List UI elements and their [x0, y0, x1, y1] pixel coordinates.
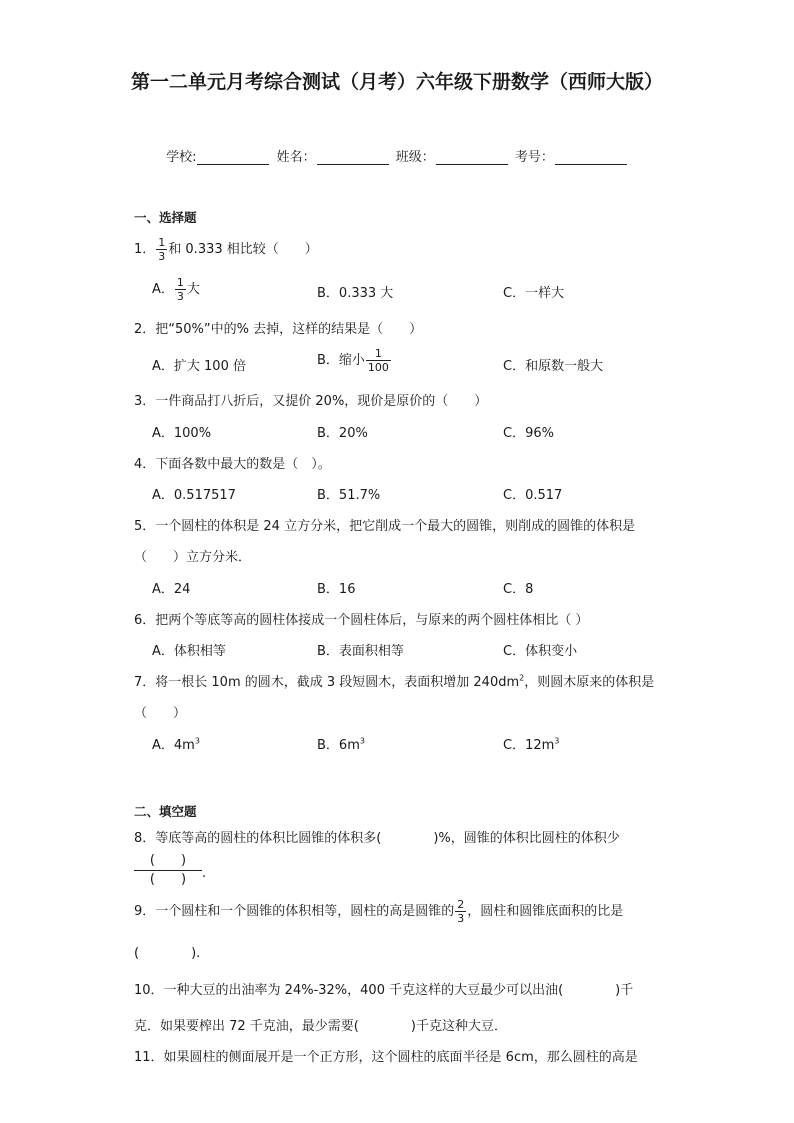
q1-option-c[interactable]: C．一样大: [503, 286, 565, 301]
question-7-line1: 7．将一根长 10m 的圆木，截成 3 段短圆木，表面积增加 $240dm^2$，则圆木原来的体积是: [134, 673, 655, 690]
q1-fraction: $\frac{1}{3}$: [158, 236, 166, 263]
q7-option-a[interactable]: A．$4m^3$: [152, 736, 200, 753]
q1-text: 和 0.333 相比较（ ）: [168, 242, 318, 257]
q7-option-b[interactable]: B．$6m^3$: [317, 736, 365, 753]
question-9-line2: ( ).: [134, 946, 201, 961]
q2-option-a[interactable]: A．扩大 100 倍: [152, 359, 246, 374]
student-info: [0, 146, 794, 165]
q3-option-a[interactable]: A．100%: [152, 426, 212, 441]
q1-number: 1．: [134, 242, 156, 257]
q2-option-c[interactable]: C．和原数一般大: [503, 359, 604, 374]
question-9-line1: 9．一个圆柱和一个圆锥的体积相等，圆柱的高是圆锥的 $\frac{2}{3}$ ，圆柱和圆锥底面积的比是: [134, 898, 624, 925]
question-5-line2: （ ）立方分米．: [134, 550, 252, 565]
q7-option-c[interactable]: C．$12m^3$: [503, 736, 560, 753]
question-10-line2: 克．如果要榨出 72 千克油，最少需要( )千克这种大豆．: [134, 1019, 507, 1034]
school-blank[interactable]: [197, 152, 269, 165]
question-6: 6．把两个等底等高的圆柱体接成一个圆柱体后，与原来的两个圆柱体相比（ ）: [134, 613, 589, 628]
q2-option-b-fraction: $\frac{1}{100}$: [367, 347, 389, 374]
question-10-line1: 10．一种大豆的出油率为 24%-32%，400 千克这样的大豆最少可以出油( )千: [134, 983, 634, 998]
q5-option-a[interactable]: A．24: [152, 582, 191, 597]
q3-option-c[interactable]: C．96%: [503, 426, 554, 441]
q3-option-b[interactable]: B．20%: [317, 426, 368, 441]
class-label: 班级：: [395, 150, 435, 165]
question-1: [134, 236, 662, 263]
q4-option-c[interactable]: C．0.517: [503, 488, 563, 503]
q9-fraction: $\frac{2}{3}$: [457, 898, 465, 925]
q4-option-a[interactable]: A．0.517517: [152, 488, 236, 503]
name-blank[interactable]: [317, 152, 389, 165]
q6-option-a[interactable]: A．体积相等: [152, 644, 226, 659]
q2-option-b[interactable]: B．缩小 $\frac{1}{100}$: [317, 347, 389, 374]
number-blank[interactable]: [555, 152, 627, 165]
q1-option-a-fraction: $\frac{1}{3}$: [176, 276, 184, 303]
q5-option-c[interactable]: C．8: [503, 582, 534, 597]
q1-option-a[interactable]: A． $\frac{1}{3}$ 大: [152, 276, 200, 303]
section-fill: 二、填空题: [134, 804, 197, 819]
section-choice: 一、选择题: [134, 210, 197, 225]
page-title: 第一二单元月考综合测试（月考）六年级下册数学（西师大版）: [130, 71, 663, 93]
q6-option-b[interactable]: B．表面积相等: [317, 644, 404, 659]
q1-option-b[interactable]: B．0.333 大: [317, 286, 394, 301]
q6-option-c[interactable]: C．体积变小: [503, 644, 578, 659]
question-5-line1: 5．一个圆柱的体积是 24 立方分米，把它削成一个最大的圆锥，则削成的圆锥的体积是: [134, 519, 636, 534]
q8-fraction-blank[interactable]: ( ) ( ): [134, 852, 202, 889]
q4-option-b[interactable]: B．51.7%: [317, 488, 381, 503]
name-label: 姓名：: [276, 150, 316, 165]
q5-option-b[interactable]: B．16: [317, 582, 356, 597]
school-label: 学校:: [166, 150, 197, 165]
number-label: 考号：: [514, 150, 554, 165]
question-3: 3．一件商品打八折后，又提价 20%，现价是原价的（ ）: [134, 394, 488, 409]
question-11-line1: 11．如果圆柱的侧面展开是一个正方形，这个圆柱的底面半径是 6cm，那么圆柱的高是: [134, 1050, 638, 1065]
question-8: 8．等底等高的圆柱的体积比圆锥的体积多( )%，圆锥的体积比圆柱的体积少: [134, 831, 620, 846]
question-7-line2: （ ）: [134, 706, 187, 721]
q8-end: .: [202, 866, 207, 881]
question-4: 4．下面各数中最大的数是（ ）。: [134, 457, 331, 472]
class-blank[interactable]: [436, 152, 508, 165]
question-2: 2．把“50%”中的% 去掉，这样的结果是（ ）: [134, 322, 423, 337]
